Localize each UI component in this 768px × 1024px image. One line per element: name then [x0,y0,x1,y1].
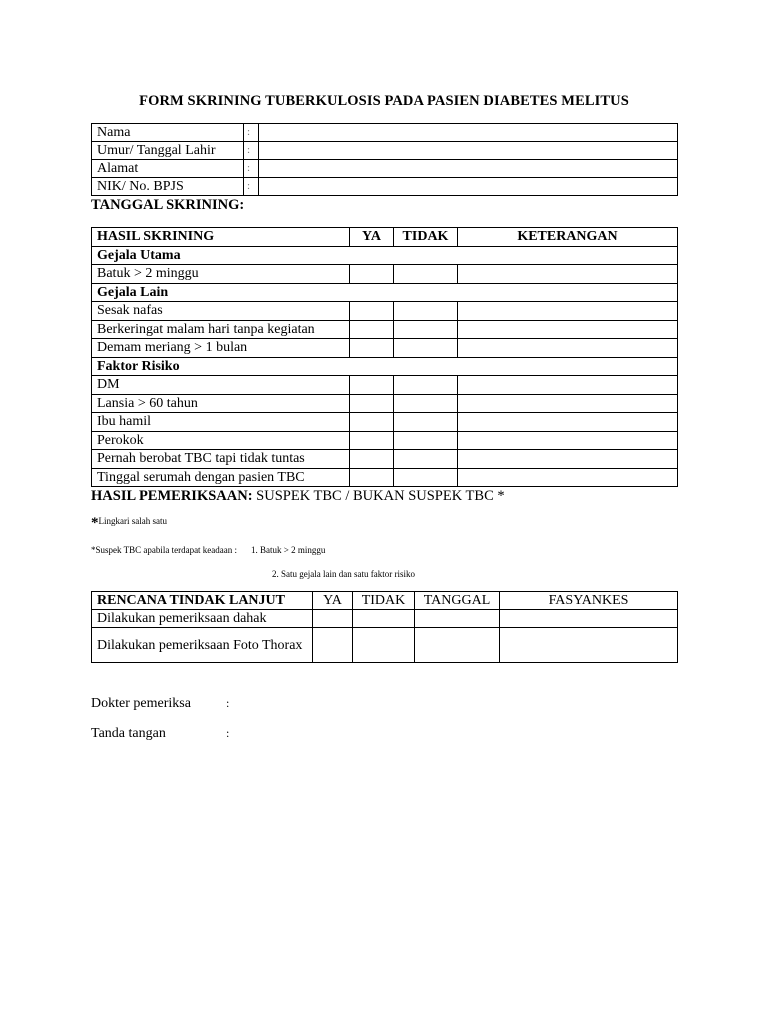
item-label: Sesak nafas [92,302,350,321]
ya-cell[interactable] [350,339,394,358]
table-row [92,468,678,487]
table-row [92,431,678,450]
condition-2-text: 2. Satu gejala lain dan satu faktor risiko [272,569,415,579]
item-label: Pernah berobat TBC tapi tidak tuntas [92,450,350,469]
header-hasil-skrining: HASIL SKRINING [92,228,350,247]
doctor-line [91,696,230,712]
tidak-cell[interactable] [394,468,458,487]
tidak-cell[interactable] [394,339,458,358]
table-row [92,628,678,663]
ya-cell[interactable] [350,302,394,321]
name-colon: : [244,124,259,142]
keterangan-cell[interactable] [458,468,678,487]
header-fasyankes: FASYANKES [500,592,678,610]
keterangan-cell[interactable] [458,339,678,358]
header-tanggal: TANGGAL [415,592,500,610]
identity-row-address [92,160,678,178]
signature-colon: : [226,726,230,740]
header-tidak: TIDAK [353,592,415,610]
nik-bpjs-colon: : [244,178,259,196]
examination-result [91,488,505,505]
form-title: FORM SKRINING TUBERKULOSIS PADA PASIEN DIABETES MELITUS [139,93,629,109]
followup-header-row [92,592,678,610]
section-heading-gejala-utama: Gejala Utama [92,246,678,265]
item-label: Berkeringat malam hari tanpa kegiatan [92,320,350,339]
followup-item-label: Dilakukan pemeriksaan dahak [92,610,313,628]
ya-cell[interactable] [313,628,353,663]
nik-bpjs-label: NIK/ No. BPJS [92,178,244,196]
tidak-cell[interactable] [353,610,415,628]
suspect-condition-note [91,545,325,555]
signature-label: Tanda tangan [91,726,166,741]
header-ya: YA [313,592,353,610]
item-label: DM [92,376,350,395]
condition-1-text: 1. Batuk > 2 minggu [251,545,326,555]
item-label: Lansia > 60 tahun [92,394,350,413]
header-ya: YA [350,228,394,247]
item-label: Batuk > 2 minggu [92,265,350,284]
table-row [92,265,678,284]
age-dob-field[interactable] [259,142,678,160]
item-label: Perokok [92,431,350,450]
patient-identity-table [91,123,678,196]
nik-bpjs-field[interactable] [259,178,678,196]
keterangan-cell[interactable] [458,376,678,395]
ya-cell[interactable] [350,265,394,284]
section-row-faktor-risiko [92,357,678,376]
ya-cell[interactable] [350,468,394,487]
keterangan-cell[interactable] [458,302,678,321]
ya-cell[interactable] [350,431,394,450]
identity-row-name [92,124,678,142]
result-options[interactable]: SUSPEK TBC / BUKAN SUSPEK TBC * [256,488,505,504]
header-tidak: TIDAK [394,228,458,247]
table-row [92,376,678,395]
age-dob-colon: : [244,142,259,160]
section-row-gejala-utama [92,246,678,265]
section-heading-gejala-lain: Gejala Lain [92,283,678,302]
tanggal-cell[interactable] [415,610,500,628]
table-row [92,320,678,339]
ya-cell[interactable] [350,376,394,395]
keterangan-cell[interactable] [458,394,678,413]
header-keterangan: KETERANGAN [458,228,678,247]
keterangan-cell[interactable] [458,265,678,284]
table-row [92,339,678,358]
signature-line [91,726,230,742]
result-label: HASIL PEMERIKSAAN: [91,488,253,504]
ya-cell[interactable] [350,413,394,432]
item-label: Ibu hamil [92,413,350,432]
keterangan-cell[interactable] [458,320,678,339]
name-field[interactable] [259,124,678,142]
ya-cell[interactable] [313,610,353,628]
keterangan-cell[interactable] [458,431,678,450]
identity-row-nik [92,178,678,196]
table-row [92,450,678,469]
tanggal-cell[interactable] [415,628,500,663]
tidak-cell[interactable] [394,431,458,450]
ya-cell[interactable] [350,450,394,469]
screening-date-label: TANGGAL SKRINING: [91,197,245,213]
ya-cell[interactable] [350,320,394,339]
doctor-colon: : [226,696,230,710]
section-heading-faktor-risiko: Faktor Risiko [92,357,678,376]
tidak-cell[interactable] [394,450,458,469]
name-label: Nama [92,124,244,142]
table-row [92,394,678,413]
circle-one-note [91,515,167,532]
table-row [92,610,678,628]
tidak-cell[interactable] [394,265,458,284]
tidak-cell[interactable] [394,376,458,395]
table-row [92,302,678,321]
tidak-cell[interactable] [394,413,458,432]
item-label: Demam meriang > 1 bulan [92,339,350,358]
address-colon: : [244,160,259,178]
asterisk: * [91,515,99,531]
tidak-cell[interactable] [394,320,458,339]
ya-cell[interactable] [350,394,394,413]
section-row-gejala-lain [92,283,678,302]
address-field[interactable] [259,160,678,178]
identity-row-age [92,142,678,160]
header-rencana-tindak-lanjut: RENCANA TINDAK LANJUT [92,592,313,610]
followup-item-label: Dilakukan pemeriksaan Foto Thorax [92,628,313,663]
screening-table [91,227,678,487]
table-row [92,413,678,432]
tidak-cell[interactable] [394,302,458,321]
tidak-cell[interactable] [353,628,415,663]
fasyankes-cell[interactable] [500,628,678,663]
followup-table [91,591,678,663]
screening-header-row [92,228,678,247]
address-label: Alamat [92,160,244,178]
tidak-cell[interactable] [394,394,458,413]
keterangan-cell[interactable] [458,413,678,432]
fasyankes-cell[interactable] [500,610,678,628]
item-label: Tinggal serumah dengan pasien TBC [92,468,350,487]
suspect-condition-text: *Suspek TBC apabila terdapat keadaan : [91,545,238,555]
keterangan-cell[interactable] [458,450,678,469]
circle-one-text: Lingkari salah satu [98,516,167,526]
age-dob-label: Umur/ Tanggal Lahir [92,142,244,160]
doctor-label: Dokter pemeriksa [91,696,191,711]
